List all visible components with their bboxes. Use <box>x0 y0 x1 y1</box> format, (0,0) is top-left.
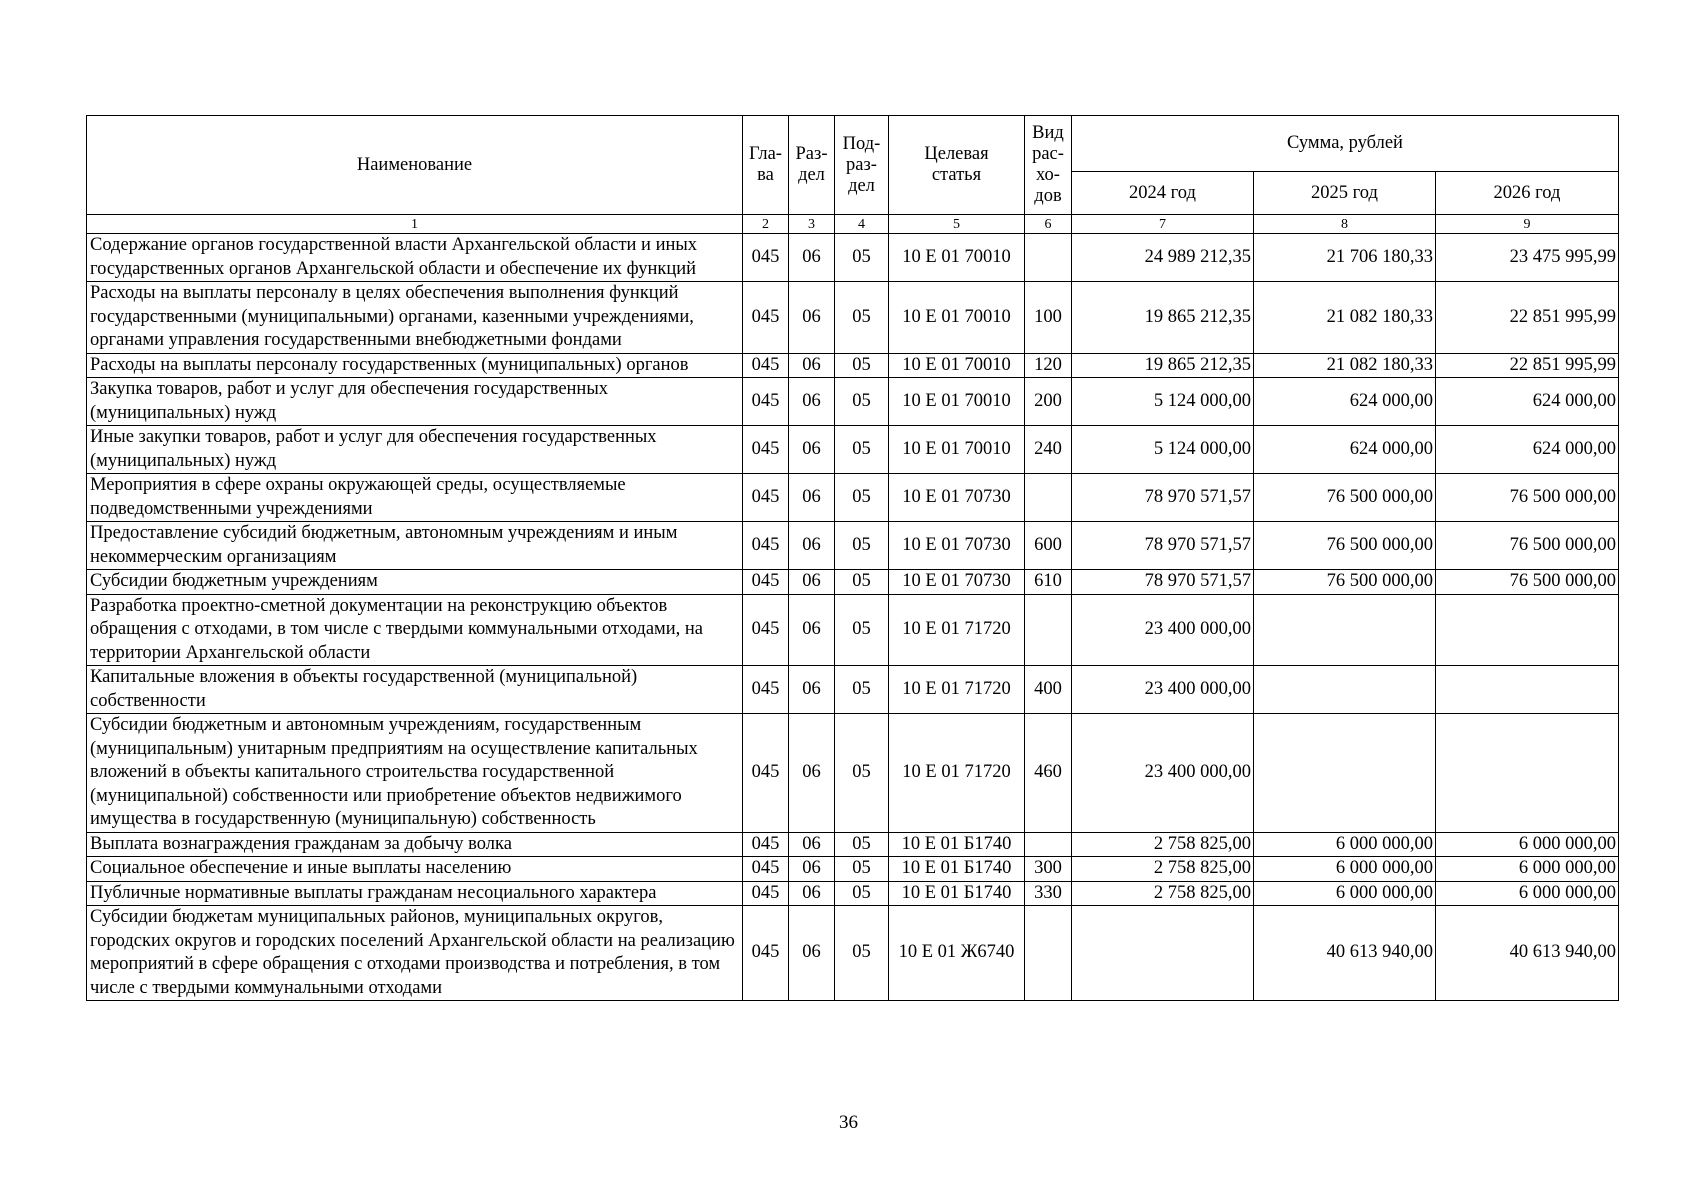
cell-amount-2026: 624 000,00 <box>1436 426 1619 474</box>
cell-amount-2024: 2 758 825,00 <box>1072 857 1254 882</box>
column-number: 2 <box>743 215 789 234</box>
cell-vid-rashodov <box>1025 474 1072 522</box>
cell-vid-rashodov <box>1025 832 1072 857</box>
header-razdel <box>789 116 835 215</box>
cell-glava: 045 <box>743 378 789 426</box>
cell-podrazdel: 05 <box>835 426 889 474</box>
cell-amount-2026 <box>1436 714 1619 833</box>
cell-vid-rashodov: 100 <box>1025 282 1072 354</box>
cell-razdel: 06 <box>789 906 835 1001</box>
cell-celevaya-statya: 10 Е 01 Б1740 <box>889 832 1025 857</box>
cell-amount-2025: 76 500 000,00 <box>1254 522 1436 570</box>
cell-amount-2024: 78 970 571,57 <box>1072 570 1254 595</box>
cell-podrazdel: 05 <box>835 594 889 666</box>
cell-name: Содержание органов государственной власти Архангельской области и иных государственных органов Архангельской области и обеспечение их функций <box>87 234 743 282</box>
cell-razdel: 06 <box>789 282 835 354</box>
table-row <box>87 353 1619 378</box>
cell-glava: 045 <box>743 666 789 714</box>
cell-amount-2026 <box>1436 594 1619 666</box>
table-row <box>87 881 1619 906</box>
cell-amount-2024: 24 989 212,35 <box>1072 234 1254 282</box>
cell-name: Выплата вознаграждения гражданам за добычу волка <box>87 832 743 857</box>
budget-table-container <box>86 115 1618 1001</box>
cell-vid-rashodov: 600 <box>1025 522 1072 570</box>
cell-celevaya-statya: 10 Е 01 71720 <box>889 594 1025 666</box>
table-body <box>87 234 1619 1001</box>
cell-celevaya-statya: 10 Е 01 70010 <box>889 426 1025 474</box>
cell-amount-2024: 19 865 212,35 <box>1072 282 1254 354</box>
header-glava-label: Гла- ва <box>749 144 782 185</box>
cell-vid-rashodov: 330 <box>1025 881 1072 906</box>
cell-amount-2025: 6 000 000,00 <box>1254 832 1436 857</box>
table-row <box>87 474 1619 522</box>
table-row <box>87 522 1619 570</box>
cell-amount-2026: 23 475 995,99 <box>1436 234 1619 282</box>
column-number: 7 <box>1072 215 1254 234</box>
cell-podrazdel: 05 <box>835 234 889 282</box>
cell-amount-2024: 19 865 212,35 <box>1072 353 1254 378</box>
cell-razdel: 06 <box>789 474 835 522</box>
cell-amount-2025: 6 000 000,00 <box>1254 857 1436 882</box>
cell-celevaya-statya: 10 Е 01 70730 <box>889 522 1025 570</box>
cell-razdel: 06 <box>789 570 835 595</box>
cell-amount-2026 <box>1436 666 1619 714</box>
cell-amount-2026: 6 000 000,00 <box>1436 832 1619 857</box>
header-name: Наименование <box>87 116 743 215</box>
header-year-2025: 2025 год <box>1254 172 1436 215</box>
cell-name: Капитальные вложения в объекты государственной (муниципальной) собственности <box>87 666 743 714</box>
cell-vid-rashodov <box>1025 906 1072 1001</box>
column-number: 1 <box>87 215 743 234</box>
cell-amount-2024: 23 400 000,00 <box>1072 666 1254 714</box>
column-number: 8 <box>1254 215 1436 234</box>
header-vid-label: Вид рас- хо- дов <box>1032 123 1064 206</box>
page-number: 36 <box>839 1112 858 1133</box>
cell-podrazdel: 05 <box>835 832 889 857</box>
column-number: 4 <box>835 215 889 234</box>
cell-amount-2024: 5 124 000,00 <box>1072 378 1254 426</box>
cell-amount-2025: 76 500 000,00 <box>1254 570 1436 595</box>
header-celevaya-label: Целевая статья <box>924 144 989 185</box>
table-row <box>87 857 1619 882</box>
table-row <box>87 594 1619 666</box>
cell-amount-2025: 624 000,00 <box>1254 426 1436 474</box>
cell-razdel: 06 <box>789 857 835 882</box>
cell-name: Закупка товаров, работ и услуг для обеспечения государственных (муниципальных) нужд <box>87 378 743 426</box>
cell-amount-2025 <box>1254 666 1436 714</box>
cell-name: Субсидии бюджетным учреждениям <box>87 570 743 595</box>
table-row <box>87 666 1619 714</box>
cell-razdel: 06 <box>789 666 835 714</box>
cell-amount-2026: 6 000 000,00 <box>1436 881 1619 906</box>
cell-name: Расходы на выплаты персоналу в целях обеспечения выполнения функций государственными (муниципальными) органами, казенными учреждениями, органами управления государственными внебюджетными фондами <box>87 282 743 354</box>
cell-celevaya-statya: 10 Е 01 70010 <box>889 234 1025 282</box>
cell-amount-2025: 76 500 000,00 <box>1254 474 1436 522</box>
cell-amount-2024: 78 970 571,57 <box>1072 522 1254 570</box>
cell-amount-2025: 6 000 000,00 <box>1254 881 1436 906</box>
cell-razdel: 06 <box>789 594 835 666</box>
cell-glava: 045 <box>743 881 789 906</box>
table-row <box>87 282 1619 354</box>
cell-podrazdel: 05 <box>835 714 889 833</box>
cell-vid-rashodov: 200 <box>1025 378 1072 426</box>
cell-amount-2026: 624 000,00 <box>1436 378 1619 426</box>
cell-amount-2025: 21 082 180,33 <box>1254 353 1436 378</box>
cell-vid-rashodov: 610 <box>1025 570 1072 595</box>
cell-razdel: 06 <box>789 881 835 906</box>
cell-amount-2025: 624 000,00 <box>1254 378 1436 426</box>
table-row <box>87 832 1619 857</box>
cell-name: Предоставление субсидий бюджетным, автономным учреждениям и иным некоммерческим организациям <box>87 522 743 570</box>
cell-amount-2025: 21 706 180,33 <box>1254 234 1436 282</box>
cell-razdel: 06 <box>789 234 835 282</box>
cell-podrazdel: 05 <box>835 666 889 714</box>
table-row <box>87 426 1619 474</box>
cell-name: Субсидии бюджетам муниципальных районов, муниципальных округов, городских округов и городских поселений Архангельской области на реализацию мероприятий в сфере обращения с отходами производства и потребления, в том числе с твердыми коммунальными отходами <box>87 906 743 1001</box>
cell-vid-rashodov: 400 <box>1025 666 1072 714</box>
cell-amount-2024 <box>1072 906 1254 1001</box>
cell-amount-2025 <box>1254 714 1436 833</box>
table-header <box>87 116 1619 234</box>
cell-amount-2024: 23 400 000,00 <box>1072 714 1254 833</box>
cell-vid-rashodov: 460 <box>1025 714 1072 833</box>
cell-razdel: 06 <box>789 714 835 833</box>
table-row <box>87 234 1619 282</box>
header-vid <box>1025 116 1072 215</box>
cell-amount-2025 <box>1254 594 1436 666</box>
cell-glava: 045 <box>743 234 789 282</box>
cell-podrazdel: 05 <box>835 570 889 595</box>
cell-glava: 045 <box>743 474 789 522</box>
cell-razdel: 06 <box>789 832 835 857</box>
cell-amount-2024: 78 970 571,57 <box>1072 474 1254 522</box>
cell-amount-2025: 21 082 180,33 <box>1254 282 1436 354</box>
cell-name: Иные закупки товаров, работ и услуг для обеспечения государственных (муниципальных) нужд <box>87 426 743 474</box>
cell-razdel: 06 <box>789 378 835 426</box>
cell-glava: 045 <box>743 594 789 666</box>
cell-name: Мероприятия в сфере охраны окружающей среды, осуществляемые подведомственными учреждениями <box>87 474 743 522</box>
cell-podrazdel: 05 <box>835 378 889 426</box>
table-row <box>87 906 1619 1001</box>
cell-glava: 045 <box>743 832 789 857</box>
cell-name: Разработка проектно-сметной документации на реконструкцию объектов обращения с отходами, в том числе с твердыми коммунальными отходами, на территории Архангельской области <box>87 594 743 666</box>
column-number: 5 <box>889 215 1025 234</box>
cell-vid-rashodov <box>1025 234 1072 282</box>
table-row <box>87 570 1619 595</box>
cell-vid-rashodov: 240 <box>1025 426 1072 474</box>
header-year-2024: 2024 год <box>1072 172 1254 215</box>
cell-amount-2026: 6 000 000,00 <box>1436 857 1619 882</box>
cell-glava: 045 <box>743 522 789 570</box>
cell-celevaya-statya: 10 Е 01 71720 <box>889 714 1025 833</box>
cell-celevaya-statya: 10 Е 01 70010 <box>889 378 1025 426</box>
cell-name: Публичные нормативные выплаты гражданам несоциального характера <box>87 881 743 906</box>
budget-table <box>86 115 1619 1001</box>
cell-glava: 045 <box>743 353 789 378</box>
cell-amount-2026: 76 500 000,00 <box>1436 522 1619 570</box>
header-razdel-label: Раз- дел <box>795 144 828 185</box>
header-summa: Сумма, рублей <box>1072 116 1619 172</box>
cell-name: Расходы на выплаты персоналу государственных (муниципальных) органов <box>87 353 743 378</box>
header-year-2026: 2026 год <box>1436 172 1619 215</box>
cell-name: Социальное обеспечение и иные выплаты населению <box>87 857 743 882</box>
cell-vid-rashodov <box>1025 594 1072 666</box>
cell-podrazdel: 05 <box>835 522 889 570</box>
cell-podrazdel: 05 <box>835 282 889 354</box>
cell-glava: 045 <box>743 714 789 833</box>
cell-glava: 045 <box>743 282 789 354</box>
cell-amount-2026: 76 500 000,00 <box>1436 474 1619 522</box>
column-number: 3 <box>789 215 835 234</box>
table-row <box>87 714 1619 833</box>
cell-vid-rashodov: 300 <box>1025 857 1072 882</box>
cell-celevaya-statya: 10 Е 01 70730 <box>889 474 1025 522</box>
cell-celevaya-statya: 10 Е 01 Б1740 <box>889 857 1025 882</box>
column-number: 6 <box>1025 215 1072 234</box>
cell-amount-2024: 2 758 825,00 <box>1072 881 1254 906</box>
cell-amount-2025: 40 613 940,00 <box>1254 906 1436 1001</box>
cell-celevaya-statya: 10 Е 01 Б1740 <box>889 881 1025 906</box>
cell-celevaya-statya: 10 Е 01 71720 <box>889 666 1025 714</box>
cell-glava: 045 <box>743 906 789 1001</box>
cell-celevaya-statya: 10 Е 01 70010 <box>889 353 1025 378</box>
cell-razdel: 06 <box>789 426 835 474</box>
cell-celevaya-statya: 10 Е 01 70010 <box>889 282 1025 354</box>
cell-amount-2024: 2 758 825,00 <box>1072 832 1254 857</box>
cell-glava: 045 <box>743 857 789 882</box>
cell-razdel: 06 <box>789 353 835 378</box>
header-podrazdel-label: Под- раз- дел <box>842 133 881 196</box>
cell-podrazdel: 05 <box>835 353 889 378</box>
column-number: 9 <box>1436 215 1619 234</box>
header-celevaya <box>889 116 1025 215</box>
cell-glava: 045 <box>743 426 789 474</box>
cell-razdel: 06 <box>789 522 835 570</box>
cell-podrazdel: 05 <box>835 906 889 1001</box>
cell-celevaya-statya: 10 Е 01 70730 <box>889 570 1025 595</box>
cell-podrazdel: 05 <box>835 881 889 906</box>
cell-amount-2024: 5 124 000,00 <box>1072 426 1254 474</box>
cell-celevaya-statya: 10 Е 01 Ж6740 <box>889 906 1025 1001</box>
cell-vid-rashodov: 120 <box>1025 353 1072 378</box>
cell-podrazdel: 05 <box>835 857 889 882</box>
cell-podrazdel: 05 <box>835 474 889 522</box>
cell-name: Субсидии бюджетным и автономным учреждениям, государственным (муниципальным) унитарным предприятиям на осуществление капитальных вложений в объекты капитального строительства государственной (муниципальной) собственности или приобретение объектов недвижимого имущества в государственную (муниципальную) собственность <box>87 714 743 833</box>
cell-amount-2026: 22 851 995,99 <box>1436 353 1619 378</box>
cell-glava: 045 <box>743 570 789 595</box>
cell-amount-2024: 23 400 000,00 <box>1072 594 1254 666</box>
table-row <box>87 378 1619 426</box>
header-glava <box>743 116 789 215</box>
cell-amount-2026: 76 500 000,00 <box>1436 570 1619 595</box>
cell-amount-2026: 22 851 995,99 <box>1436 282 1619 354</box>
cell-amount-2026: 40 613 940,00 <box>1436 906 1619 1001</box>
header-podrazdel <box>835 116 889 215</box>
column-numbers-row <box>87 215 1619 234</box>
